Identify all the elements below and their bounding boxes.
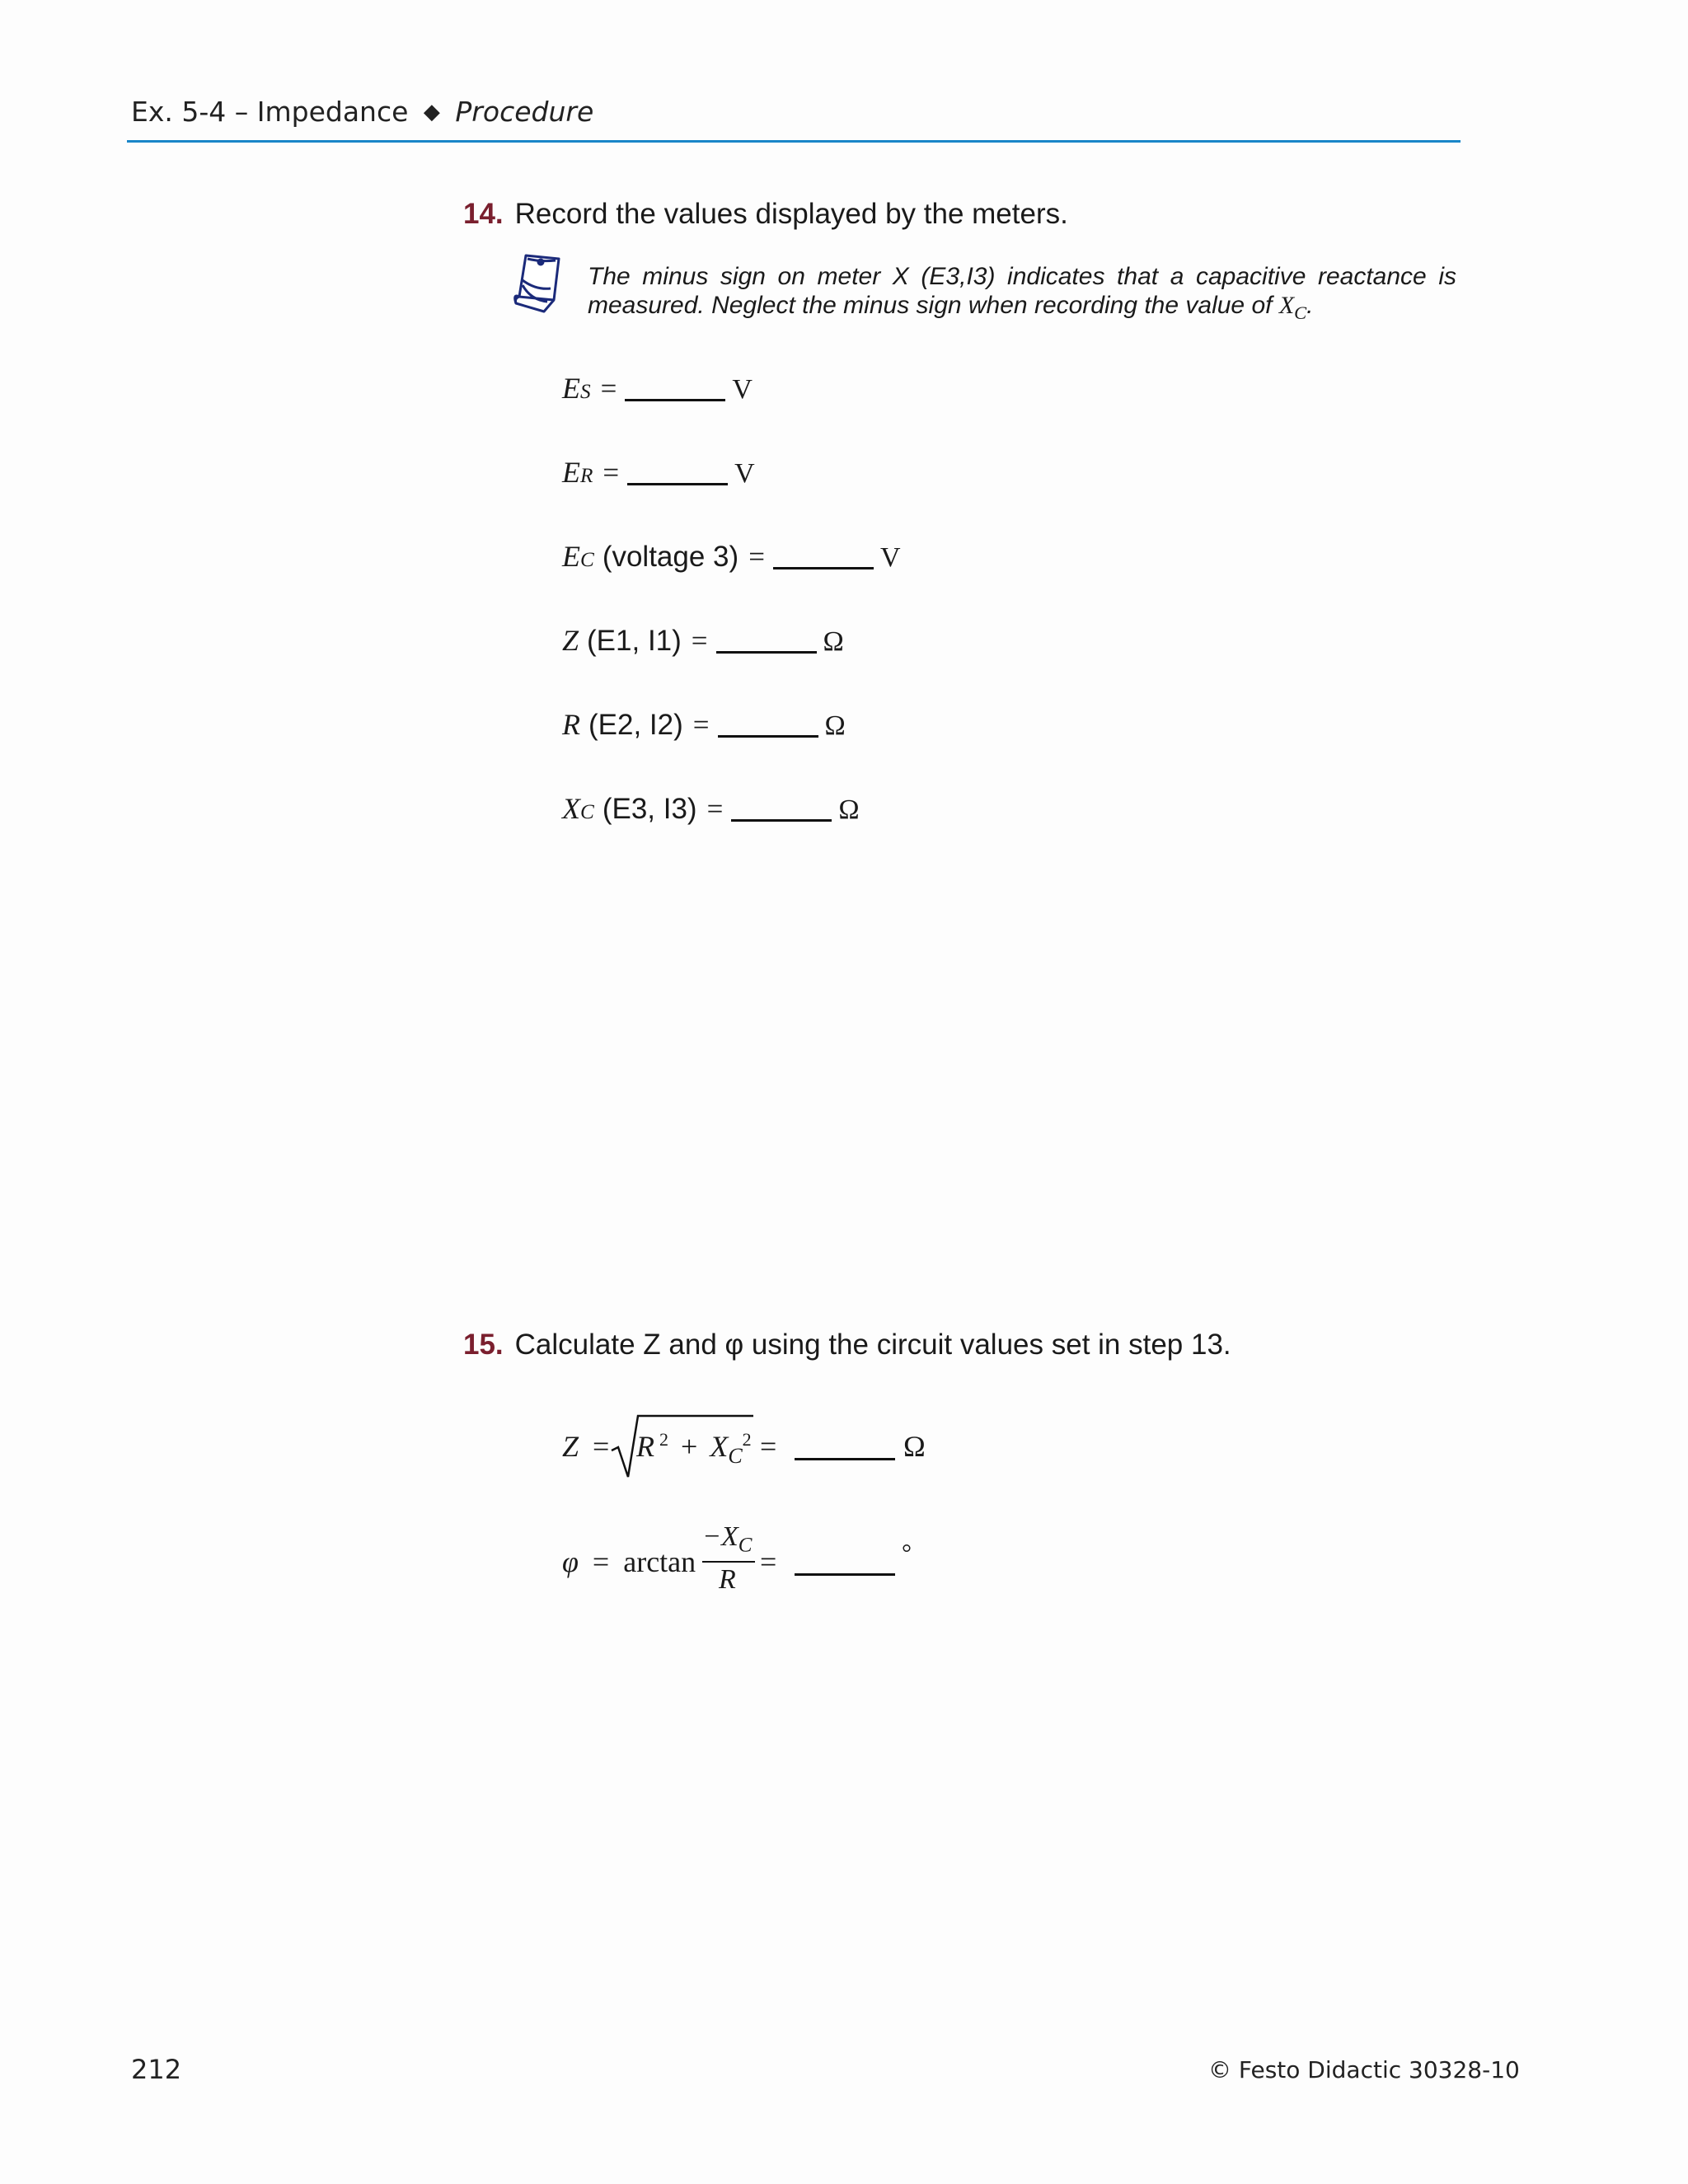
- step-14: [463, 198, 1068, 231]
- row-label: (E3, I3): [602, 793, 697, 825]
- row-var: E: [562, 540, 580, 573]
- row-es: [562, 371, 753, 405]
- unit-label: Ω: [824, 710, 846, 741]
- header-rule: [127, 140, 1461, 143]
- equals-sign: =: [706, 793, 724, 825]
- step-15: [463, 1329, 1231, 1361]
- answer-blank[interactable]: [718, 734, 818, 738]
- row-label: (E2, I2): [588, 709, 683, 741]
- answer-blank[interactable]: [731, 818, 832, 822]
- row-var-sub: S: [580, 381, 591, 403]
- answer-blank[interactable]: [716, 650, 817, 654]
- unit-label: V: [879, 542, 901, 573]
- formula-z-result: [760, 1429, 776, 1464]
- step-number: 15.: [463, 1329, 504, 1361]
- denominator-text: R: [719, 1564, 736, 1595]
- row-z: [562, 623, 844, 658]
- radicand-x: X: [710, 1430, 729, 1463]
- row-var-sub: R: [580, 465, 593, 487]
- equals-sign: =: [760, 1545, 777, 1578]
- formula-z-radicand: [636, 1429, 752, 1469]
- numerator-text: −X: [702, 1521, 738, 1552]
- note-var-sub: C: [1294, 302, 1307, 323]
- row-var-sub: C: [580, 801, 594, 823]
- row-label: (voltage 3): [602, 541, 739, 573]
- answer-blank[interactable]: [627, 482, 728, 485]
- exponent: 2: [742, 1429, 752, 1450]
- radicand-x-sub: C: [728, 1443, 743, 1468]
- answer-blank[interactable]: [773, 566, 874, 569]
- note-end: .: [1306, 292, 1314, 319]
- note-body: The minus sign on meter X (E3,I3) indicates that a capacitive reactance is measured. Neglect the minus sign when recording the value of: [588, 263, 1456, 319]
- equals-sign: =: [691, 625, 708, 657]
- equals-sign: =: [603, 457, 620, 489]
- step-text: Calculate Z and φ using the circuit values set in step 13.: [514, 1329, 1231, 1361]
- function-name: arctan: [623, 1545, 696, 1578]
- numerator-sub: C: [738, 1534, 753, 1557]
- note-text: [588, 262, 1456, 327]
- equals-sign: =: [600, 373, 617, 405]
- equals-sign: =: [692, 709, 710, 741]
- row-var: E: [562, 456, 580, 489]
- unit-label: Ω: [823, 626, 844, 657]
- formula-lhs: Z: [562, 1430, 579, 1463]
- note-pad-icon: [511, 252, 565, 315]
- row-ec: [562, 539, 901, 574]
- diamond-icon: ◆: [423, 100, 440, 124]
- page-number: 212: [131, 2054, 182, 2085]
- unit-label: Ω: [838, 794, 860, 825]
- fraction-denominator: [719, 1564, 736, 1596]
- equals-sign: =: [760, 1430, 777, 1463]
- row-label: (E1, I1): [587, 625, 682, 657]
- step-number: 14.: [463, 198, 504, 230]
- row-r: [562, 707, 846, 742]
- equals-sign: =: [592, 1545, 610, 1578]
- fraction-numerator: [702, 1521, 752, 1558]
- header-section: Procedure: [455, 96, 594, 128]
- formula-phi: [562, 1544, 696, 1579]
- plus-sign: +: [681, 1430, 698, 1463]
- row-var-sub: C: [580, 549, 594, 571]
- degree-unit: °: [902, 1540, 912, 1567]
- formula-phi-result: [760, 1544, 776, 1579]
- note-var: X: [1278, 292, 1295, 319]
- answer-blank[interactable]: [625, 398, 725, 401]
- formula-lhs: φ: [562, 1545, 579, 1578]
- running-header: [131, 96, 593, 128]
- row-var: R: [562, 708, 580, 741]
- row-var: Z: [562, 624, 579, 657]
- copyright: © Festo Didactic 30328-10: [1208, 2056, 1520, 2083]
- row-var: E: [562, 372, 580, 405]
- unit-label: V: [734, 458, 755, 489]
- equals-sign: =: [748, 541, 765, 573]
- equals-sign: =: [593, 1430, 610, 1463]
- step-text: Record the values displayed by the meters.: [514, 198, 1068, 230]
- row-var: X: [562, 792, 580, 825]
- unit-label: V: [732, 374, 753, 405]
- answer-blank[interactable]: [795, 1457, 895, 1460]
- exponent: 2: [659, 1429, 668, 1450]
- fraction-bar: [702, 1561, 755, 1563]
- row-xc: [562, 791, 860, 826]
- radicand-r: R: [636, 1430, 654, 1463]
- header-chapter: Ex. 5-4 – Impedance: [131, 96, 409, 128]
- row-er: [562, 455, 755, 490]
- unit-label: Ω: [903, 1430, 926, 1463]
- answer-blank[interactable]: [795, 1572, 895, 1576]
